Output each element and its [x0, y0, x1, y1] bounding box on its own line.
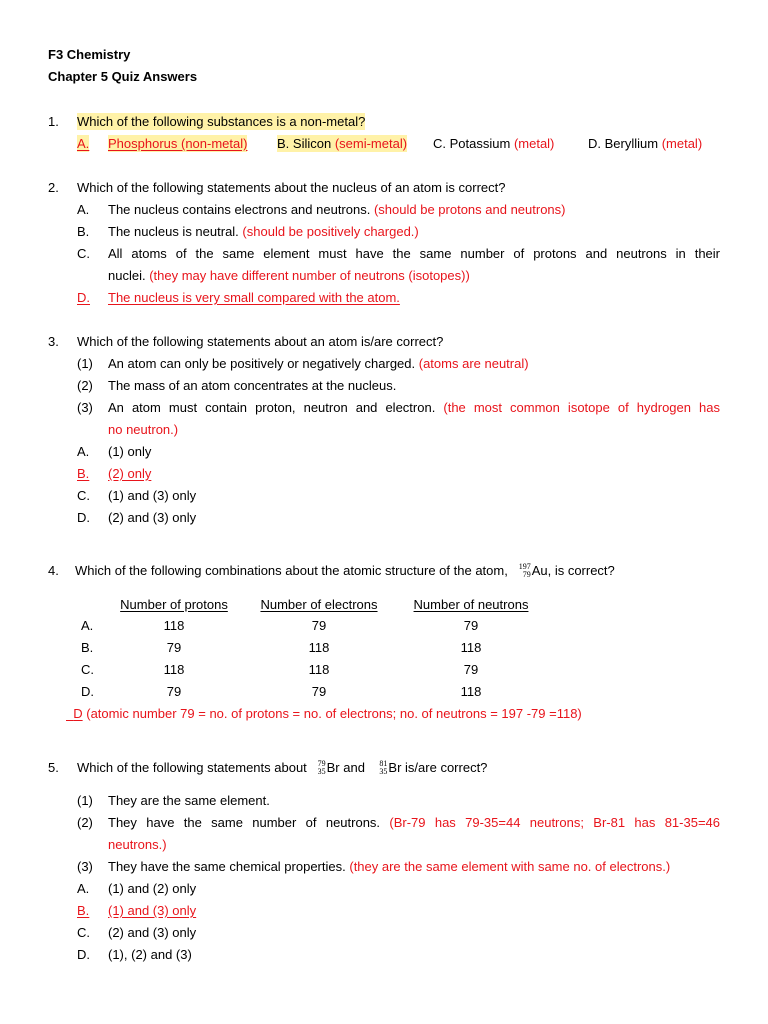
q4-row-a-neutrons: 79: [463, 618, 479, 633]
q2-option-d-label: D.: [77, 290, 90, 305]
q2-option-c-text-line2: nuclei.: [108, 268, 146, 283]
q1-option-a-text: Phosphorus (non-metal): [108, 136, 248, 151]
q4-row-c-protons: 118: [163, 662, 185, 677]
q4-nuclide-numbers: [519, 563, 531, 579]
q4-row-a-protons: 118: [163, 618, 185, 633]
q2-option-d-text: The nucleus is very small compared with the atom.: [108, 290, 400, 305]
q5-option-b-text: (1) and (3) only: [108, 903, 197, 918]
q5-statement-2-note: (Br-79 has 79-35=44 neutrons; Br-81 has 81-35=46: [389, 815, 720, 830]
q5-statement-3: [108, 858, 670, 875]
q2-option-a: [108, 201, 565, 218]
q3-option-b-label: B.: [77, 466, 90, 481]
q5-stem-end: is/are correct?: [405, 760, 488, 775]
q5-number: 5.: [48, 760, 59, 775]
q5-statement-3-note: (they are the same element with same no. of electrons.): [349, 859, 671, 874]
q2-stem: Which of the following statements about the nucleus of an atom is correct?: [77, 180, 506, 195]
q3-statement-3-note-line2: no neutron.): [108, 422, 179, 437]
q5-br81-atomic: 35: [379, 766, 388, 776]
q4-stem: [75, 562, 615, 580]
q3-statement-3: [108, 399, 720, 416]
q4-element-symbol: Au: [531, 563, 548, 578]
q3-number: 3.: [48, 334, 59, 349]
q4-header-protons: Number of protons: [120, 597, 228, 612]
q1-option-a-label: A.: [77, 136, 90, 151]
q1-option-d: [588, 135, 702, 152]
q5-br79-atomic: 35: [317, 766, 326, 776]
course-title: F3 Chemistry: [48, 47, 131, 62]
q5-br79-symbol: Br: [326, 760, 340, 775]
q5-statement-1-label: (1): [77, 793, 93, 808]
q3-statement-2-label: (2): [77, 378, 93, 393]
q5-option-a-text: (1) and (2) only: [108, 881, 197, 896]
q4-row-c-label: C.: [81, 662, 94, 677]
q3-option-c-label: C.: [77, 488, 90, 503]
q4-answer-letter: D: [73, 706, 83, 721]
q4-header-electrons: Number of electrons: [260, 597, 378, 612]
q5-option-c-label: C.: [77, 925, 90, 940]
q4-row-d-neutrons: 118: [460, 684, 482, 699]
q1-option-c: [433, 135, 554, 152]
q5-statement-1-text: They are the same element.: [108, 793, 270, 808]
q1-option-c-text: C. Potassium: [433, 136, 511, 151]
q4-stem-end: , is correct?: [547, 563, 615, 578]
q3-option-a-text: (1) only: [108, 444, 152, 459]
q5-br79-numbers: [318, 760, 326, 776]
q5-statement-2-note-line2: neutrons.): [108, 837, 167, 852]
q5-br81-numbers: [379, 760, 387, 776]
q4-row-d-protons: 79: [166, 684, 182, 699]
q4-header-neutrons: Number of neutrons: [413, 597, 529, 612]
q5-statement-2-text: They have the same number of neutrons.: [108, 815, 381, 830]
q3-statement-1-note: (atoms are neutral): [418, 356, 529, 371]
page-title: Chapter 5 Quiz Answers: [48, 69, 198, 84]
q5-statement-2-label: (2): [77, 815, 93, 830]
q2-option-c-text-line1: All atoms of the same element must have the same number of protons and neutrons in their: [108, 246, 720, 261]
q3-option-c-text: (1) and (3) only: [108, 488, 197, 503]
q1-option-c-note: (metal): [513, 136, 555, 151]
q3-option-d-text: (2) and (3) only: [108, 510, 197, 525]
q4-number: 4.: [48, 563, 59, 578]
q2-number: 2.: [48, 180, 59, 195]
q4-row-b-electrons: 118: [308, 640, 330, 655]
q4-row-c-electrons: 118: [308, 662, 330, 677]
q5-br79-mass: 79: [317, 758, 326, 768]
q5-statement-2: [108, 814, 720, 831]
q1-option-b-text: B. Silicon: [277, 136, 332, 151]
q3-statement-3-note: (the most common isotope of hydrogen has: [443, 400, 720, 415]
q2-option-a-label: A.: [77, 202, 90, 217]
q3-option-a-label: A.: [77, 444, 90, 459]
q4-row-b-protons: 79: [166, 640, 182, 655]
q5-br81-mass: 81: [379, 758, 388, 768]
q2-option-b: [108, 223, 419, 240]
q4-atomic-number: 79: [522, 569, 531, 579]
q3-option-b-text: (2) only: [108, 466, 152, 481]
q3-statement-1-label: (1): [77, 356, 93, 371]
q5-and: and: [343, 760, 365, 775]
q2-option-b-label: B.: [77, 224, 90, 239]
q4-mass-number: 197: [518, 561, 531, 571]
q1-option-b: [277, 135, 407, 152]
q4-row-a-label: A.: [81, 618, 94, 633]
q5-statement-3-label: (3): [77, 859, 93, 874]
q5-br81-symbol: Br: [388, 760, 402, 775]
q3-statement-1: [108, 355, 529, 372]
q5-stem-text: Which of the following statements about: [77, 760, 307, 775]
q3-statement-3-text: An atom must contain proton, neutron and electron.: [108, 400, 436, 415]
q3-option-d-label: D.: [77, 510, 90, 525]
q4-answer: [66, 705, 582, 722]
q4-row-d-electrons: 79: [311, 684, 327, 699]
q3-statement-1-text: An atom can only be positively or negatively charged.: [108, 356, 416, 371]
q5-statement-3-text: They have the same chemical properties.: [108, 859, 346, 874]
q2-option-c-note: (they may have different number of neutrons (isotopes)): [149, 268, 470, 283]
q2-option-a-note: (should be protons and neutrons): [373, 202, 566, 217]
q4-answer-note: (atomic number 79 = no. of protons = no. of electrons; no. of neutrons = 197 -79 =118): [86, 706, 582, 721]
q5-option-d-text: (1), (2) and (3): [108, 947, 192, 962]
q1-number: 1.: [48, 114, 59, 129]
q5-option-b-label: B.: [77, 903, 90, 918]
q2-option-c-line2: [108, 267, 470, 284]
q5-option-a-label: A.: [77, 881, 90, 896]
q5-stem: [77, 759, 487, 777]
q4-stem-text: Which of the following combinations about the atomic structure of the atom,: [75, 563, 508, 578]
q3-statement-3-label: (3): [77, 400, 93, 415]
q1-stem: Which of the following substances is a non-metal?: [77, 114, 366, 129]
q2-option-b-note: (should be positively charged.): [242, 224, 419, 239]
q5-option-d-label: D.: [77, 947, 90, 962]
q1-option-b-note: (semi-metal): [334, 136, 408, 151]
q3-stem: Which of the following statements about an atom is/are correct?: [77, 334, 444, 349]
q1-option-d-text: D. Beryllium: [588, 136, 659, 151]
q2-option-a-text: The nucleus contains electrons and neutrons.: [108, 202, 371, 217]
q4-row-c-neutrons: 79: [463, 662, 479, 677]
q4-row-b-label: B.: [81, 640, 94, 655]
q4-row-a-electrons: 79: [311, 618, 327, 633]
q3-statement-2-text: The mass of an atom concentrates at the nucleus.: [108, 378, 397, 393]
q4-row-d-label: D.: [81, 684, 94, 699]
q5-option-c-text: (2) and (3) only: [108, 925, 197, 940]
q1-option-d-note: (metal): [661, 136, 703, 151]
q2-option-b-text: The nucleus is neutral.: [108, 224, 239, 239]
q2-option-c-label: C.: [77, 246, 90, 261]
q4-row-b-neutrons: 118: [460, 640, 482, 655]
q4-answer-label: [66, 706, 83, 721]
